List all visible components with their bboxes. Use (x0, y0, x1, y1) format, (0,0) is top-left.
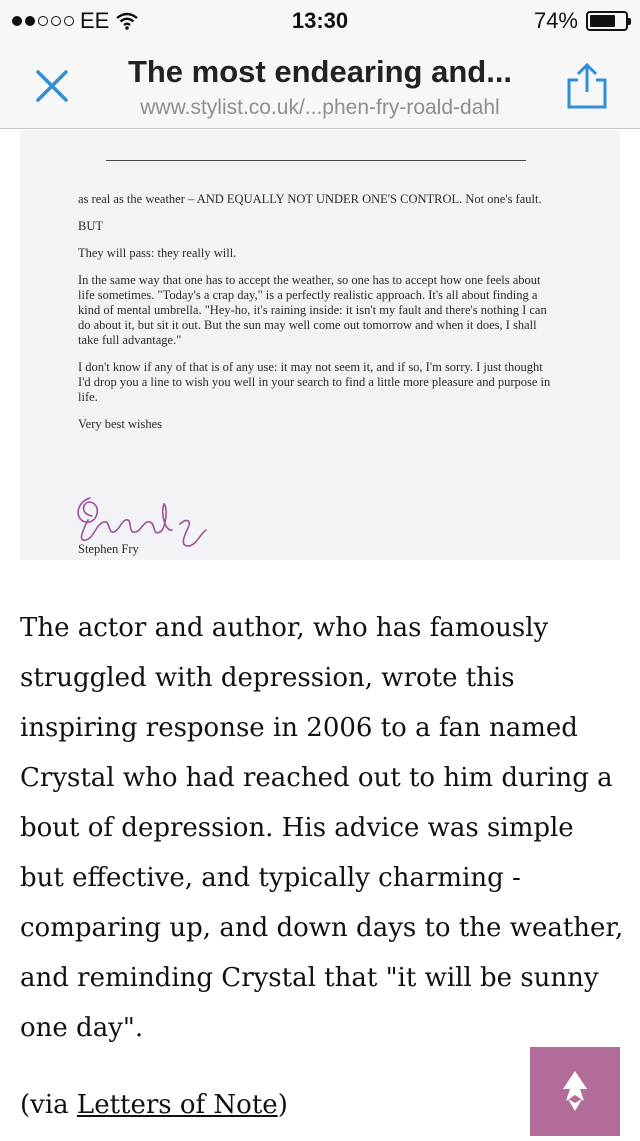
letters-of-note-link[interactable]: Letters of Note (76, 1090, 278, 1120)
letter-paragraph: They will pass: they really will. (78, 246, 237, 260)
browser-nav-bar (0, 40, 640, 129)
source-credit (20, 1090, 288, 1120)
close-icon[interactable] (32, 66, 72, 106)
page-url[interactable]: www.stylist.co.uk/...phen-fry-roald-dahl (140, 96, 500, 119)
clock: 13:30 (291, 8, 349, 33)
source-suffix: ) (277, 1090, 288, 1120)
letter-paragraph: I don't know if any of that is of any use: it may not seem it, and if so, I'm sorry. I just thought I'd drop you a line to wish you well in your search to find a little more pleasure and purpose in life. (78, 360, 551, 404)
signature-name: Stephen Fry (78, 542, 139, 556)
status-bar (0, 0, 640, 40)
letter-paragraph: BUT (78, 219, 103, 233)
letter-paragraph: as real as the weather – AND EQUALLY NOT UNDER ONE'S CONTROL. Not one's fault. (78, 192, 542, 206)
carrier-label: EE (80, 8, 110, 33)
source-prefix: (via (20, 1090, 77, 1120)
rocket-icon (530, 1047, 620, 1136)
page-title: The most endearing and... (127, 54, 513, 89)
share-icon[interactable] (564, 62, 610, 110)
letter-divider (106, 160, 526, 161)
letter-image (20, 130, 620, 560)
letter-body (78, 192, 558, 444)
letter-closing: Very best wishes (78, 417, 163, 431)
letter-paragraph: In the same way that one has to accept the weather, so one has to accept how one feels about life sometimes. "Today's a crap day," is a perfectly realistic approach. It's all about finding a kind of mental umbrella. "Hey-ho, it's raining inside: it isn't my fault and there's nothing I can do about it, but sit it out. But the sun may well come out tomorrow and when it does, I shall take full advantage." (78, 273, 547, 347)
battery-status (534, 8, 628, 34)
battery-icon (586, 11, 628, 31)
back-to-top-button[interactable] (530, 1047, 620, 1136)
article-body: The actor and author, who has famously struggled with depression, wrote this inspiring response in 2006 to a fan named Crystal who had reached out to him during a bout of depression. His advice was simple but effective, and typically charming - comparing up, and down days to the weather, and reminding Crystal that "it will be sunny one day". (20, 613, 624, 1043)
battery-percent: 74% (533, 8, 578, 33)
